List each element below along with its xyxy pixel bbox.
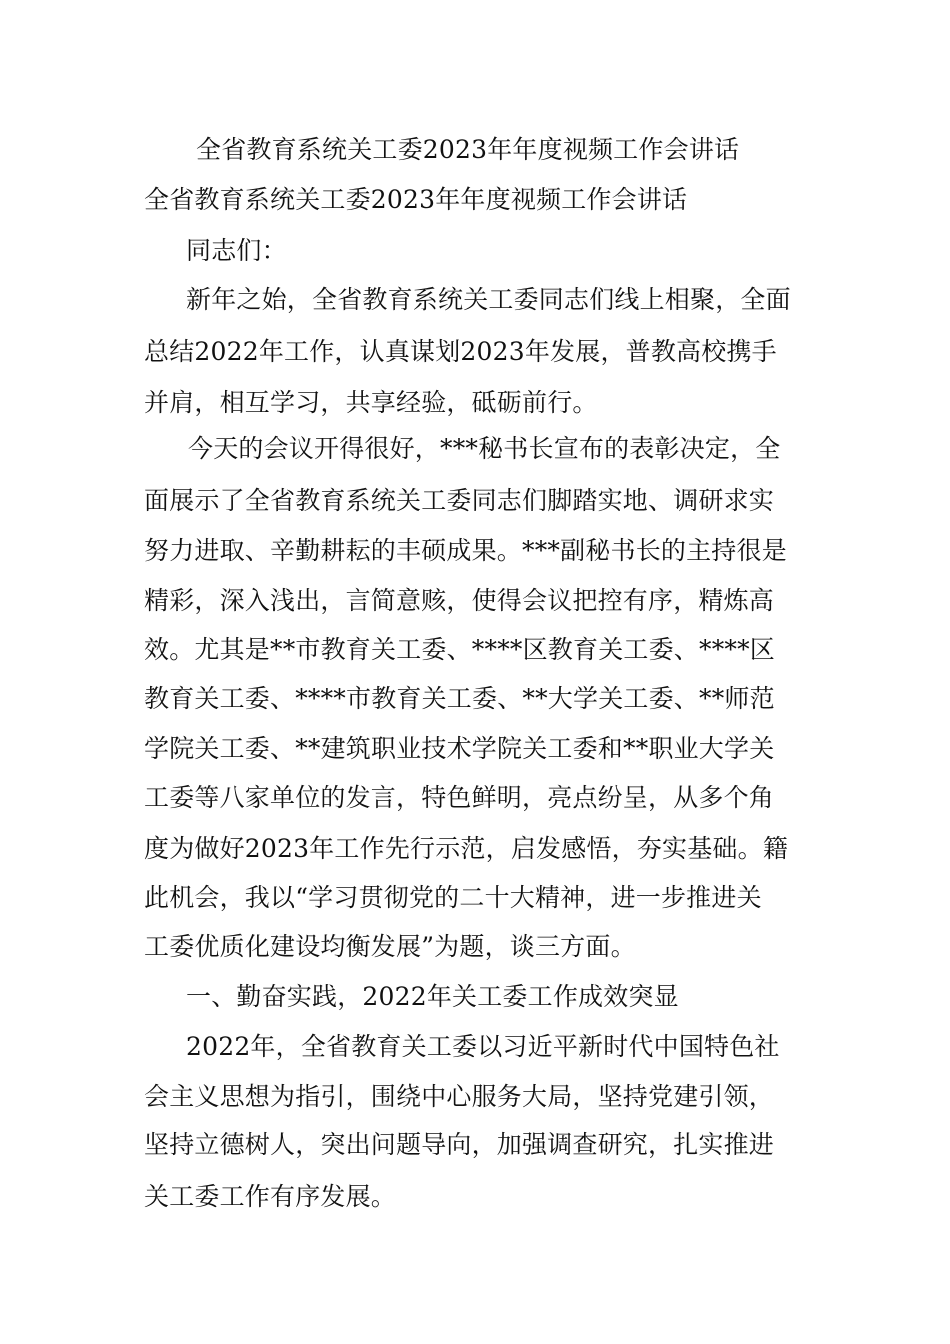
paragraph-1-line: 并肩，相互学习，共享经验，砥砺前行。 bbox=[144, 388, 598, 417]
paragraph-2-line: 努力进取、辛勤耕耘的丰硕成果。***副秘书长的主持很是 bbox=[144, 536, 787, 565]
document-subtitle: 全省教育系统关工委2023年年度视频工作会讲话 bbox=[144, 185, 688, 214]
paragraph-1-line: 新年之始，全省教育系统关工委同志们线上相聚，全面 bbox=[186, 285, 791, 314]
greeting: 同志们： bbox=[186, 236, 287, 265]
paragraph-3-line: 坚持立德树人，突出问题导向，加强调查研究，扎实推进 bbox=[144, 1130, 775, 1159]
paragraph-2-line: 精彩，深入浅出，言简意赅，使得会议把控有序，精炼高 bbox=[144, 586, 775, 615]
paragraph-1-line: 总结2022年工作，认真谋划2023年发展，普教高校携手 bbox=[144, 337, 777, 366]
paragraph-2-line: 此机会，我以“学习贯彻党的二十大精神，进一步推进关 bbox=[144, 883, 762, 912]
paragraph-3-line: 会主义思想为指引，围绕中心服务大局，坚持党建引领， bbox=[144, 1082, 775, 1111]
paragraph-2-line: 效。尤其是**市教育关工委、****区教育关工委、****区 bbox=[144, 635, 776, 664]
paragraph-2-line: 度为做好2023年工作先行示范，启发感悟，夯实基础。籍 bbox=[144, 834, 789, 863]
paragraph-2-line: 今天的会议开得很好，***秘书长宣布的表彰决定，全 bbox=[188, 434, 781, 463]
paragraph-3-line: 2022年，全省教育关工委以习近平新时代中国特色社 bbox=[186, 1032, 780, 1061]
document-title: 全省教育系统关工委2023年年度视频工作会讲话 bbox=[196, 135, 740, 164]
section-heading: 一、勤奋实践，2022年关工委工作成效突显 bbox=[186, 982, 679, 1011]
paragraph-2-line: 工委优质化建设均衡发展”为题，谈三方面。 bbox=[144, 932, 636, 961]
paragraph-2-line: 面展示了全省教育系统关工委同志们脚踏实地、调研求实 bbox=[144, 486, 775, 515]
paragraph-3-line: 关工委工作有序发展。 bbox=[144, 1182, 397, 1211]
paragraph-2-line: 工委等八家单位的发言，特色鲜明，亮点纷呈，从多个角 bbox=[144, 783, 775, 812]
paragraph-2-line: 学院关工委、**建筑职业技术学院关工委和**职业大学关 bbox=[144, 734, 775, 763]
paragraph-2-line: 教育关工委、****市教育关工委、**大学关工委、**师范 bbox=[144, 684, 775, 713]
